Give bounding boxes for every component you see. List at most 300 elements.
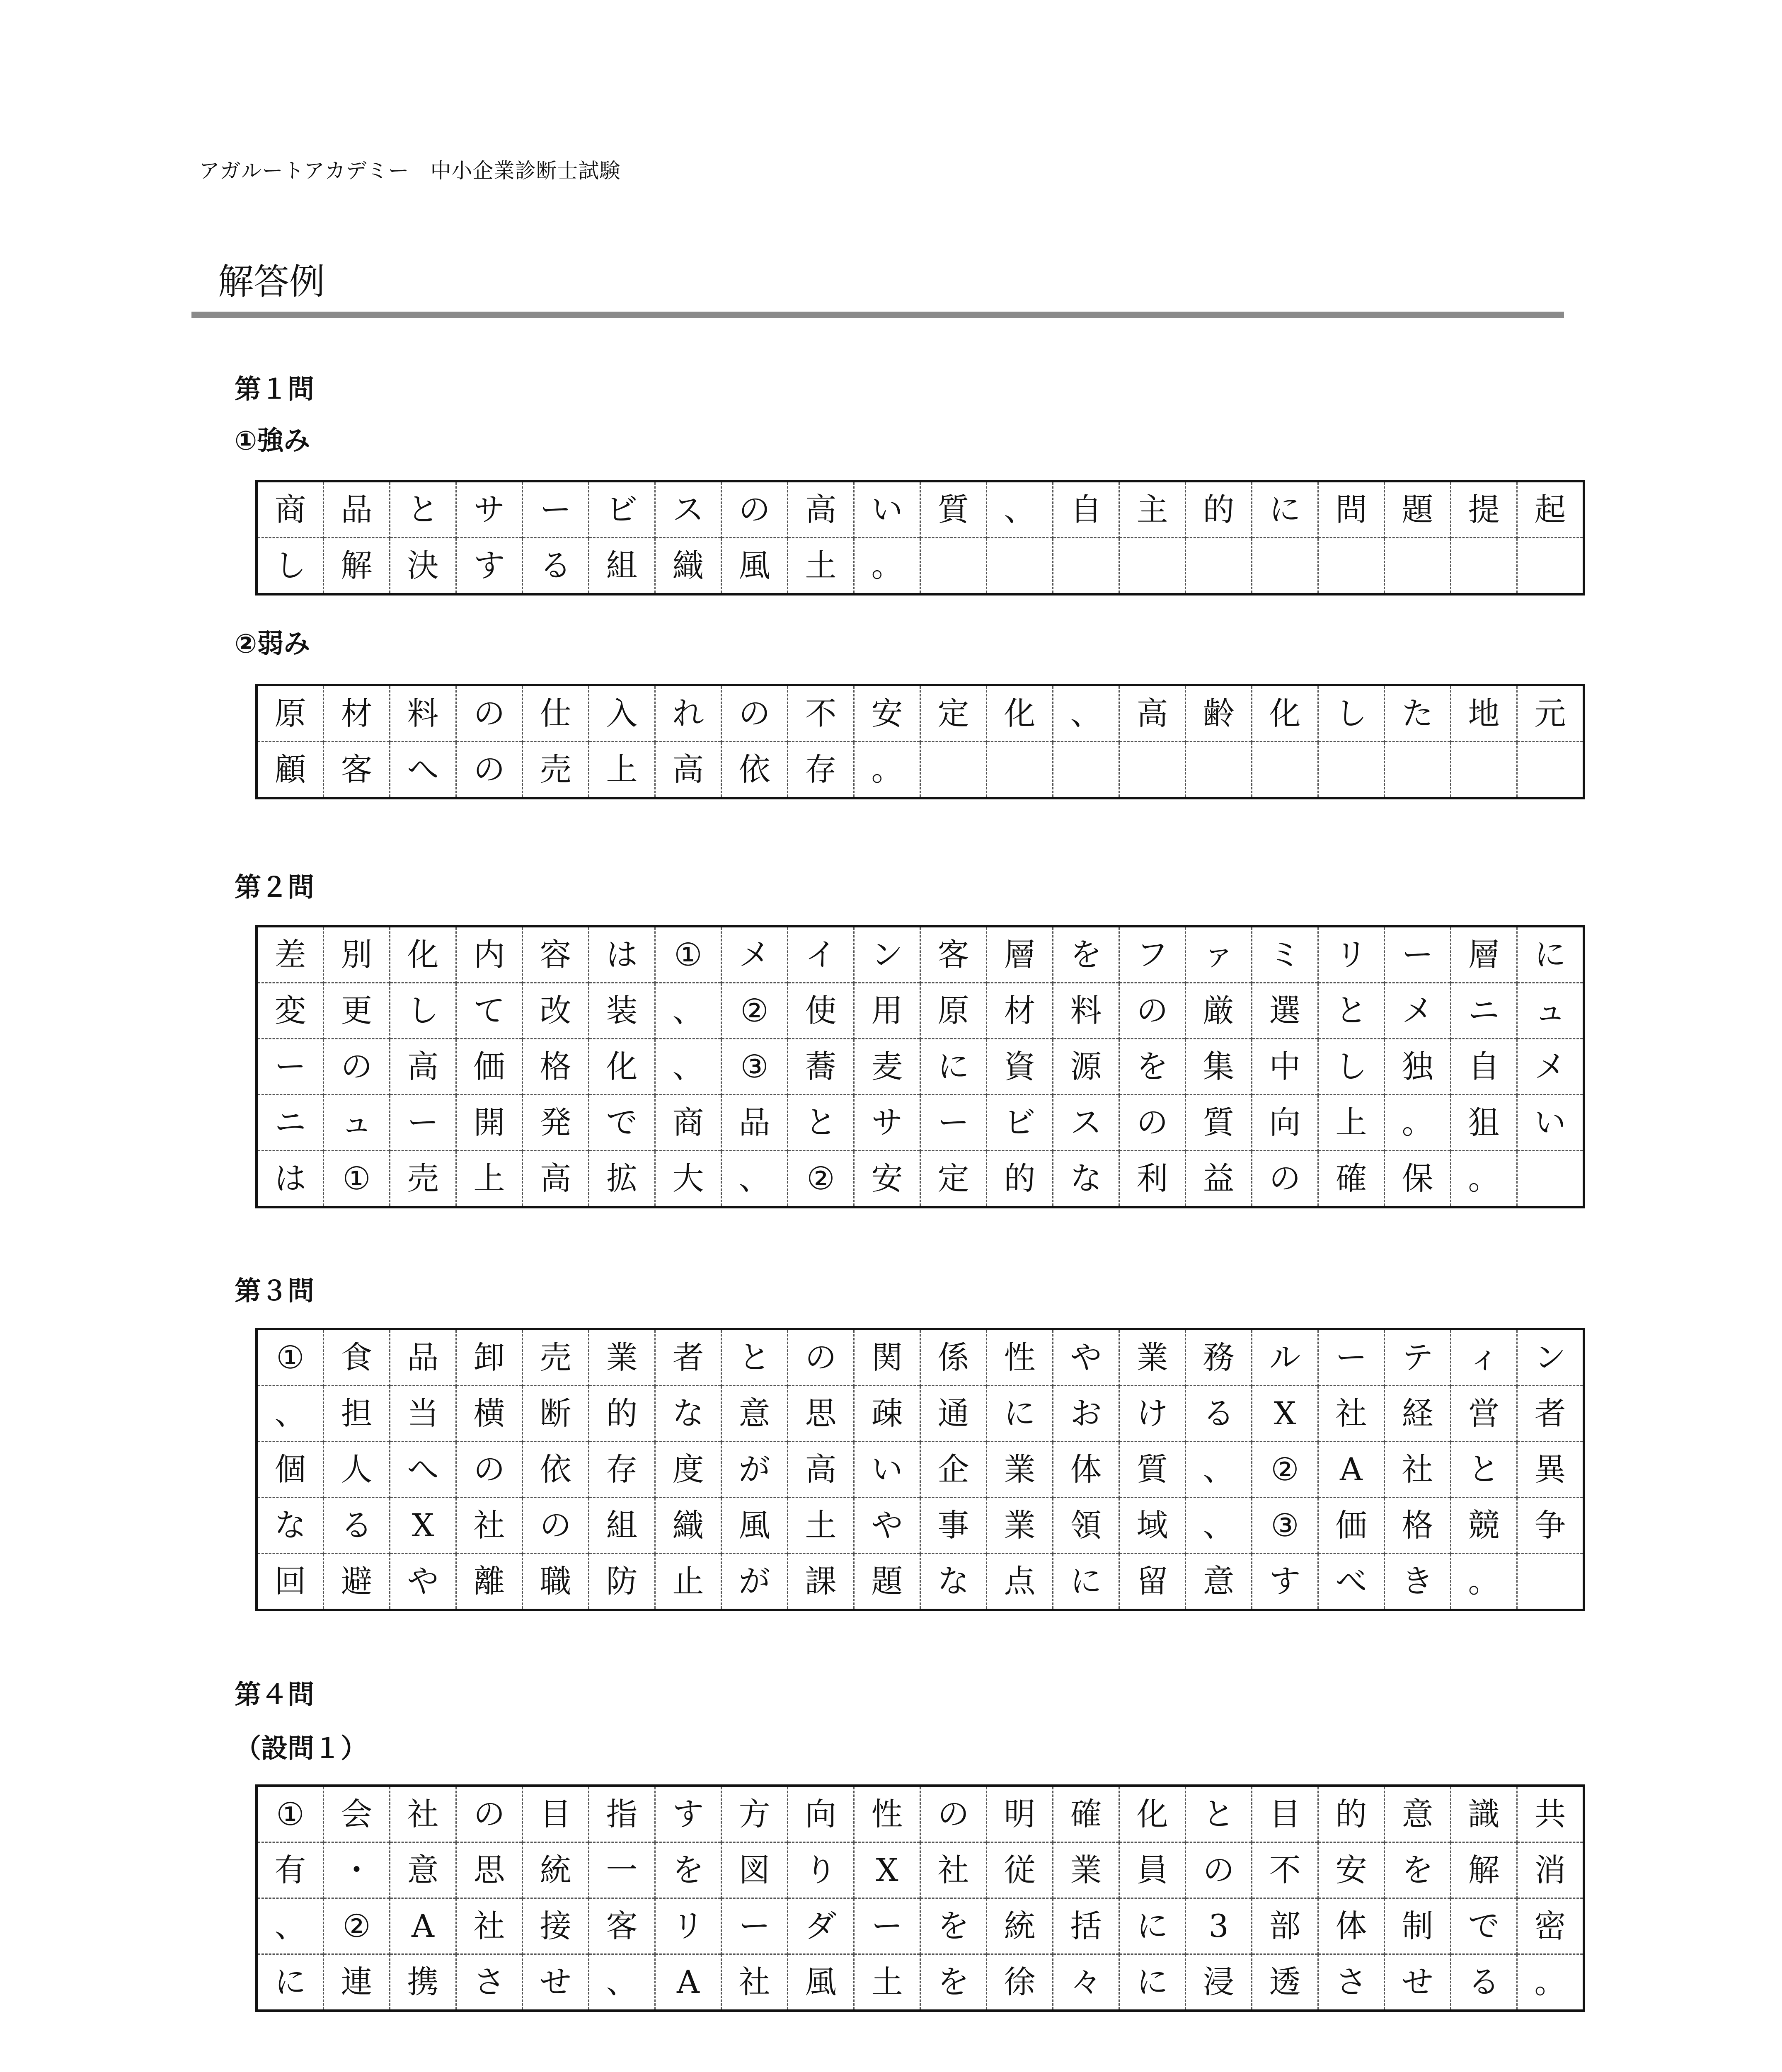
grid-cell: 開 (456, 1095, 523, 1151)
grid-cell: 図 (722, 1842, 788, 1898)
grid-cell: 、 (257, 1386, 324, 1442)
grid-cell: の (722, 481, 788, 538)
grid-cell: と (788, 1095, 854, 1151)
grid-cell: 徐 (987, 1954, 1053, 2011)
grid-cell: が (722, 1554, 788, 1610)
grid-cell: に (920, 1039, 987, 1095)
grid-cell (1119, 538, 1186, 595)
grid-cell: し (1318, 685, 1385, 742)
grid-cell: ー (920, 1095, 987, 1151)
grid-cell: 差 (274, 936, 306, 973)
grid-cell: 格 (523, 1039, 589, 1095)
grid-cell: 疎 (854, 1386, 920, 1442)
question-4-label: 第４問 (235, 1680, 314, 1710)
question-1-strength-label: ①強み (235, 426, 310, 456)
grid-cell: 安 (1318, 1842, 1385, 1898)
grid-cell: 浸 (1186, 1954, 1252, 2011)
grid-row (257, 1386, 1584, 1442)
grid-cell: 層 (1451, 926, 1517, 983)
grid-cell: 社 (390, 1786, 456, 1842)
grid-cell: 売 (523, 1329, 589, 1386)
grid-cell: 客 (589, 1898, 655, 1954)
grid-cell: 織 (655, 1498, 722, 1554)
grid-cell: 土 (854, 1954, 920, 2011)
grid-cell: 向 (1252, 1095, 1318, 1151)
grid-cell: X (390, 1498, 456, 1554)
grid-cell: 事 (920, 1498, 987, 1554)
grid-cell: 元 (1517, 685, 1584, 742)
grid-cell: 質 (1119, 1442, 1186, 1498)
header-text: アガルートアカデミー 中小企業診断士試験 (199, 159, 621, 183)
answer-grid-q1-strength (255, 480, 1585, 595)
grid-cell: A (390, 1898, 456, 1954)
grid-cell: 従 (987, 1842, 1053, 1898)
grid-cell: 留 (1119, 1554, 1186, 1610)
grid-cell: の (324, 1039, 390, 1095)
grid-cell: 消 (1517, 1842, 1584, 1898)
grid-cell: 組 (589, 538, 655, 595)
grid-cell: へ (390, 742, 456, 799)
grid-cell: 異 (1517, 1442, 1584, 1498)
grid-cell: 安 (854, 685, 920, 742)
grid-cell (1252, 538, 1318, 595)
grid-cell: 業 (1053, 1842, 1119, 1898)
grid-cell: ン (1517, 1329, 1584, 1386)
grid-cell: 体 (1053, 1442, 1119, 1498)
grid-cell: 集 (1186, 1039, 1252, 1095)
grid-cell: 思 (456, 1842, 523, 1898)
grid-cell: 原 (274, 695, 306, 732)
grid-cell: 質 (920, 481, 987, 538)
grid-cell: メ (722, 926, 788, 983)
grid-cell: 者 (655, 1329, 722, 1386)
grid-row (257, 742, 1584, 799)
answer-grid-q3 (255, 1328, 1585, 1611)
grid-cell: 方 (722, 1786, 788, 1842)
grid-cell: 。 (1517, 1954, 1584, 2011)
grid-cell: 容 (523, 926, 589, 983)
grid-cell: ビ (987, 1095, 1053, 1151)
grid-cell: ス (1053, 1095, 1119, 1151)
grid-cell: ス (655, 481, 722, 538)
grid-cell: 業 (589, 1329, 655, 1386)
grid-cell: 経 (1385, 1386, 1451, 1442)
grid-cell: 麦 (854, 1039, 920, 1095)
grid-cell: 。 (1451, 1554, 1517, 1610)
grid-cell: な (920, 1554, 987, 1610)
grid-row (257, 1095, 1584, 1151)
grid-cell: 。 (1385, 1095, 1451, 1151)
grid-cell: 意 (1186, 1554, 1252, 1610)
grid-cell (1252, 742, 1318, 799)
grid-cell: 々 (1053, 1954, 1119, 2011)
grid-row (257, 1039, 1584, 1095)
grid-row (257, 1329, 1584, 1386)
grid-cell: の (1252, 1151, 1318, 1208)
grid-cell: 装 (589, 983, 655, 1039)
grid-cell: 高 (788, 481, 854, 538)
grid-row (257, 1151, 1584, 1208)
grid-cell: 一 (589, 1842, 655, 1898)
grid-cell: 課 (788, 1554, 854, 1610)
grid-cell: ー (1385, 926, 1451, 983)
grid-cell: 安 (854, 1151, 920, 1208)
grid-cell: 使 (788, 983, 854, 1039)
grid-cell (1318, 742, 1385, 799)
grid-cell: 品 (390, 1329, 456, 1386)
grid-cell: 目 (1252, 1786, 1318, 1842)
grid-cell: 体 (1318, 1898, 1385, 1954)
grid-cell: と (390, 481, 456, 538)
grid-cell: せ (1385, 1954, 1451, 2011)
grid-cell: 化 (589, 1039, 655, 1095)
grid-cell: 明 (987, 1786, 1053, 1842)
grid-cell: な (1053, 1151, 1119, 1208)
grid-cell: の (788, 1329, 854, 1386)
answer-grid-q1-weakness (255, 684, 1585, 799)
grid-cell: は (589, 926, 655, 983)
grid-cell: 断 (523, 1386, 589, 1442)
grid-cell: 材 (324, 685, 390, 742)
grid-cell: 通 (920, 1386, 987, 1442)
grid-cell: 依 (523, 1442, 589, 1498)
grid-cell: 。 (1451, 1151, 1517, 1208)
grid-cell: 的 (1186, 481, 1252, 538)
grid-cell: 自 (1451, 1039, 1517, 1095)
grid-cell: 思 (788, 1386, 854, 1442)
grid-cell: を (1385, 1842, 1451, 1898)
grid-cell: X (1252, 1386, 1318, 1442)
grid-cell: 横 (456, 1386, 523, 1442)
grid-cell (1119, 742, 1186, 799)
grid-cell: 織 (655, 538, 722, 595)
grid-row (257, 1786, 1584, 1842)
grid-cell: ② (788, 1151, 854, 1208)
grid-cell: い (854, 481, 920, 538)
grid-cell: 人 (324, 1442, 390, 1498)
grid-cell: ン (854, 926, 920, 983)
grid-cell: イ (788, 926, 854, 983)
grid-cell: 、 (589, 1954, 655, 2011)
grid-cell: ② (324, 1898, 390, 1954)
grid-cell: 、 (257, 1898, 324, 1954)
grid-cell: 社 (1385, 1442, 1451, 1498)
grid-cell: が (722, 1442, 788, 1498)
grid-cell (1053, 742, 1119, 799)
grid-cell: 務 (1186, 1329, 1252, 1386)
grid-cell: す (1252, 1554, 1318, 1610)
grid-cell: 風 (722, 538, 788, 595)
grid-cell: れ (655, 685, 722, 742)
grid-cell: ー (390, 1095, 456, 1151)
grid-cell (1517, 742, 1584, 799)
grid-cell: 携 (390, 1954, 456, 2011)
grid-cell: 職 (523, 1554, 589, 1610)
grid-cell: 食 (324, 1329, 390, 1386)
grid-cell: す (655, 1786, 722, 1842)
grid-cell: ー (722, 1898, 788, 1954)
grid-cell: A (655, 1954, 722, 2011)
grid-cell: ダ (788, 1898, 854, 1954)
grid-cell: 、 (655, 983, 722, 1039)
grid-cell: せ (523, 1954, 589, 2011)
grid-cell: 起 (1517, 481, 1584, 538)
grid-cell: ③ (722, 1039, 788, 1095)
grid-cell: 回 (257, 1554, 324, 1610)
page-title: 解答例 (218, 261, 325, 303)
grid-cell (1053, 538, 1119, 595)
grid-cell: 仕 (523, 685, 589, 742)
grid-cell: ル (1252, 1329, 1318, 1386)
grid-cell: 密 (1517, 1898, 1584, 1954)
grid-cell: 解 (1451, 1842, 1517, 1898)
grid-cell: 提 (1451, 481, 1517, 538)
question-4-sub-label: （設問１） (235, 1733, 367, 1764)
grid-cell: 高 (1119, 685, 1186, 742)
grid-cell: 風 (788, 1954, 854, 2011)
grid-cell: の (1186, 1842, 1252, 1898)
grid-cell: 上 (1318, 1095, 1385, 1151)
grid-cell: 齢 (1186, 685, 1252, 742)
grid-cell: ィ (1451, 1329, 1517, 1386)
grid-cell: 依 (722, 742, 788, 799)
grid-cell: 。 (854, 742, 920, 799)
grid-row (257, 1898, 1584, 1954)
answer-grid-q2 (255, 925, 1585, 1208)
grid-cell: い (854, 1442, 920, 1498)
grid-cell: の (456, 685, 523, 742)
grid-cell: リ (655, 1898, 722, 1954)
grid-cell (1385, 538, 1451, 595)
grid-cell (1186, 538, 1252, 595)
grid-cell: べ (1318, 1554, 1385, 1610)
grid-cell: 拡 (589, 1151, 655, 1208)
question-3-label: 第３問 (235, 1276, 314, 1307)
grid-cell: 内 (456, 926, 523, 983)
grid-cell: さ (456, 1954, 523, 2011)
grid-cell: し (1318, 1039, 1385, 1095)
grid-cell: 風 (722, 1498, 788, 1554)
grid-cell: の (1119, 1095, 1186, 1151)
grid-cell: 解 (324, 538, 390, 595)
grid-cell: メ (1517, 1039, 1584, 1095)
grid-cell: 性 (854, 1786, 920, 1842)
grid-cell: 土 (788, 538, 854, 595)
grid-cell: 客 (324, 742, 390, 799)
grid-row (257, 538, 1584, 595)
grid-cell: の (456, 1786, 523, 1842)
grid-cell: を (655, 1842, 722, 1898)
grid-cell: 源 (1053, 1039, 1119, 1095)
grid-cell: 止 (655, 1554, 722, 1610)
grid-cell: 中 (1252, 1039, 1318, 1095)
grid-cell: 。 (854, 538, 920, 595)
grid-cell (920, 742, 987, 799)
grid-cell: 料 (1053, 983, 1119, 1039)
grid-cell: を (920, 1954, 987, 2011)
grid-cell: 担 (324, 1386, 390, 1442)
grid-cell: 目 (523, 1786, 589, 1842)
grid-cell: 部 (1252, 1898, 1318, 1954)
grid-cell: 、 (1053, 685, 1119, 742)
grid-cell: る (1451, 1954, 1517, 2011)
grid-cell: に (1119, 1954, 1186, 2011)
grid-cell: 意 (1385, 1786, 1451, 1842)
grid-row (257, 481, 1584, 538)
grid-cell: ュ (324, 1095, 390, 1151)
grid-cell: き (1385, 1554, 1451, 1610)
grid-cell: 、 (1186, 1498, 1252, 1554)
grid-cell: 料 (390, 685, 456, 742)
grid-cell: 商 (655, 1095, 722, 1151)
grid-cell: る (523, 538, 589, 595)
grid-cell: 、 (655, 1039, 722, 1095)
grid-cell: 組 (589, 1498, 655, 1554)
grid-cell: に (1517, 926, 1584, 983)
grid-cell: 会 (324, 1786, 390, 1842)
grid-cell: ニ (257, 1095, 324, 1151)
grid-cell (1451, 742, 1517, 799)
grid-cell: し (257, 538, 324, 595)
grid-cell: 自 (1053, 481, 1119, 538)
grid-cell: す (456, 538, 523, 595)
grid-cell: ミ (1252, 926, 1318, 983)
grid-cell: で (1451, 1898, 1517, 1954)
grid-cell (1517, 1151, 1584, 1208)
grid-cell: 競 (1451, 1498, 1517, 1554)
grid-cell: 識 (1451, 1786, 1517, 1842)
grid-cell: サ (854, 1095, 920, 1151)
grid-row (257, 1442, 1584, 1498)
grid-cell: 客 (920, 926, 987, 983)
grid-cell: 用 (854, 983, 920, 1039)
grid-cell: の (1119, 983, 1186, 1039)
grid-cell: ③ (1252, 1498, 1318, 1554)
grid-cell: 個 (257, 1442, 324, 1498)
grid-cell: 地 (1451, 685, 1517, 742)
grid-cell: 的 (987, 1151, 1053, 1208)
grid-cell: 高 (390, 1039, 456, 1095)
grid-cell: 発 (523, 1095, 589, 1151)
grid-cell: X (854, 1842, 920, 1898)
grid-row (257, 1954, 1584, 2011)
grid-cell: い (1517, 1095, 1584, 1151)
grid-cell: 化 (1119, 1786, 1186, 1842)
grid-cell: 接 (523, 1898, 589, 1954)
grid-cell: 資 (987, 1039, 1053, 1095)
grid-cell: 卸 (456, 1329, 523, 1386)
answer-grid-q4 (255, 1784, 1585, 2012)
grid-cell: 定 (920, 1151, 987, 1208)
grid-cell: し (390, 983, 456, 1039)
grid-cell: ァ (1186, 926, 1252, 983)
grid-cell: 改 (523, 983, 589, 1039)
grid-cell: 業 (987, 1498, 1053, 1554)
grid-cell: 統 (523, 1842, 589, 1898)
grid-cell: ① (655, 926, 722, 983)
grid-cell: 変 (257, 983, 324, 1039)
grid-cell (1517, 538, 1584, 595)
grid-cell: を (1053, 926, 1119, 983)
grid-cell: の (456, 742, 523, 799)
grid-cell: 意 (722, 1386, 788, 1442)
grid-row (257, 983, 1584, 1039)
grid-cell: 社 (456, 1898, 523, 1954)
grid-cell: 主 (1119, 481, 1186, 538)
grid-cell: 確 (1053, 1786, 1119, 1842)
grid-cell: ニ (1451, 983, 1517, 1039)
grid-cell: フ (1119, 926, 1186, 983)
grid-cell: の (920, 1786, 987, 1842)
grid-cell: 品 (722, 1095, 788, 1151)
grid-cell: ① (276, 1796, 305, 1832)
grid-cell: 蕎 (788, 1039, 854, 1095)
grid-cell: 企 (920, 1442, 987, 1498)
grid-cell: 避 (324, 1554, 390, 1610)
grid-cell: な (257, 1498, 324, 1554)
grid-cell: に (987, 1386, 1053, 1442)
grid-cell: 題 (854, 1554, 920, 1610)
grid-cell: ① (276, 1339, 305, 1376)
grid-cell: 化 (1252, 685, 1318, 742)
grid-cell: 格 (1385, 1498, 1451, 1554)
question-1-label: 第１問 (235, 374, 314, 405)
grid-cell: 高 (655, 742, 722, 799)
grid-row (257, 1498, 1584, 1554)
grid-cell: 土 (788, 1498, 854, 1554)
grid-cell: ー (854, 1898, 920, 1954)
grid-cell: へ (390, 1442, 456, 1498)
grid-cell: 離 (456, 1554, 523, 1610)
grid-cell: さ (1318, 1954, 1385, 2011)
grid-cell: ー (1318, 1329, 1385, 1386)
grid-cell: を (920, 1898, 987, 1954)
grid-cell (987, 538, 1053, 595)
grid-row (257, 685, 1584, 742)
grid-cell: 3 (1186, 1898, 1252, 1954)
grid-cell: 向 (788, 1786, 854, 1842)
grid-cell: 者 (1517, 1386, 1584, 1442)
grid-cell: 当 (390, 1386, 456, 1442)
grid-row (257, 1842, 1584, 1898)
grid-cell: 的 (1318, 1786, 1385, 1842)
grid-cell (1517, 1554, 1584, 1610)
grid-cell: 不 (1252, 1842, 1318, 1898)
grid-cell: 益 (1186, 1151, 1252, 1208)
grid-cell: 売 (523, 742, 589, 799)
grid-cell: 高 (523, 1151, 589, 1208)
grid-cell: 営 (1451, 1386, 1517, 1442)
grid-cell: 連 (324, 1954, 390, 2011)
grid-cell: と (1186, 1786, 1252, 1842)
grid-cell: 括 (1053, 1898, 1119, 1954)
grid-cell: ② (1252, 1442, 1318, 1498)
grid-cell: サ (456, 481, 523, 538)
grid-cell: 、 (987, 481, 1053, 538)
grid-cell: 統 (987, 1898, 1053, 1954)
grid-cell: 存 (589, 1442, 655, 1498)
grid-cell: 確 (1318, 1151, 1385, 1208)
grid-cell: 社 (722, 1954, 788, 2011)
grid-cell: 指 (589, 1786, 655, 1842)
grid-cell: 争 (1517, 1498, 1584, 1554)
grid-cell: 利 (1119, 1151, 1186, 1208)
grid-cell: 透 (1252, 1954, 1318, 2011)
grid-cell: テ (1385, 1329, 1451, 1386)
grid-cell: と (722, 1329, 788, 1386)
question-2-label: 第２問 (235, 872, 314, 903)
grid-cell: 度 (655, 1442, 722, 1498)
